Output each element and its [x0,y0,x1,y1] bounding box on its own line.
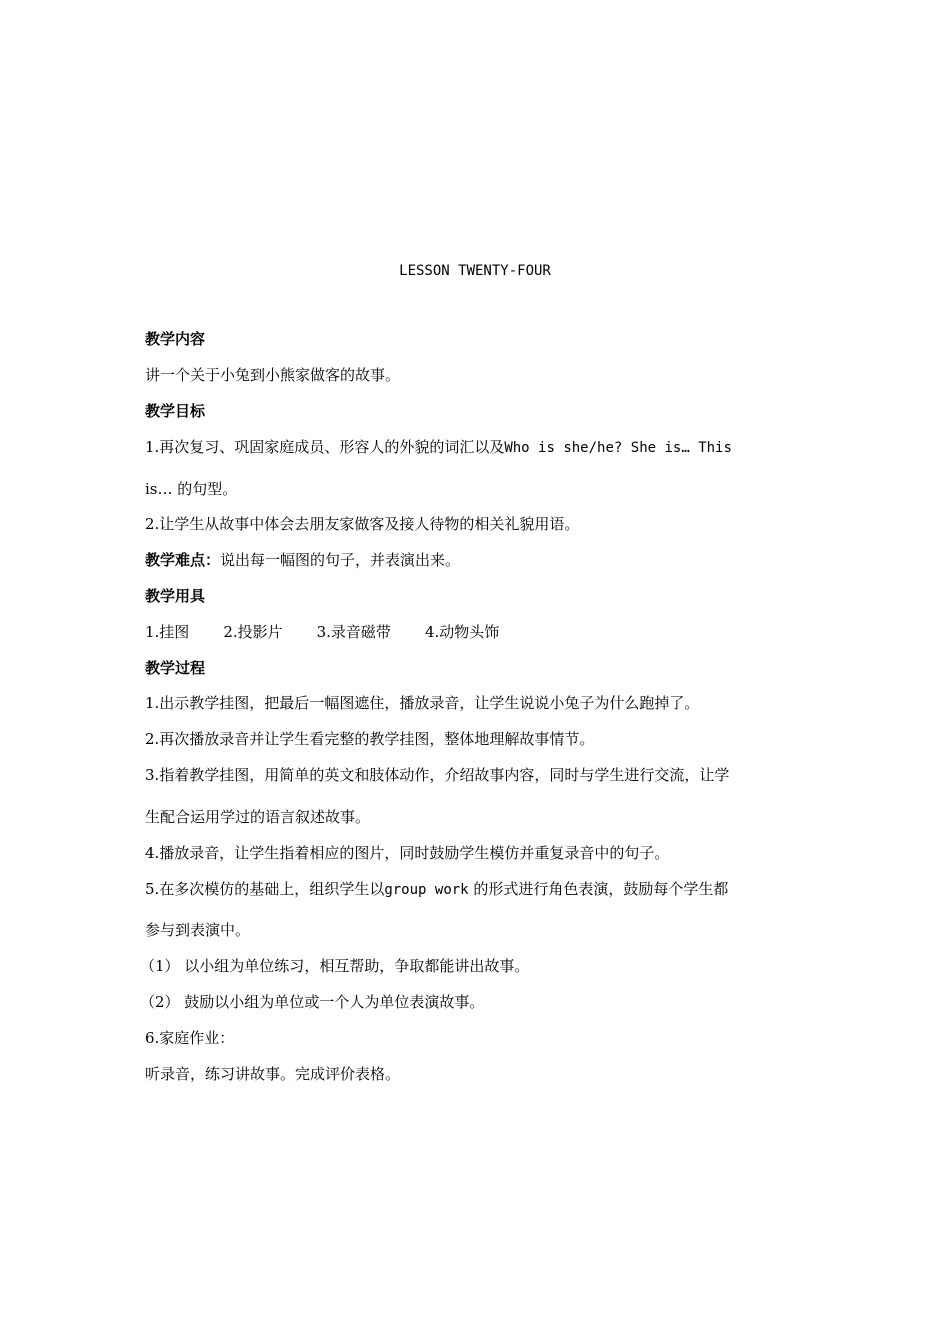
process-sub-item-2: （2） 鼓励以小组为单位或一个人为单位表演故事。 [140,993,485,1011]
heading-teaching-content: 教学内容 [145,330,206,348]
tool-item: 2.投影片 [223,623,283,641]
heading-teaching-process: 教学过程 [145,659,206,677]
lesson-title: LESSON TWENTY-FOUR [399,263,551,279]
teaching-difficulty [145,549,810,571]
goal-item-2: 2.让学生从故事中体会去朋友家做客及接人待物的相关礼貌用语。 [145,515,580,533]
heading-teaching-tools: 教学用具 [145,587,206,605]
process-step-5-continued: 参与到表演中。 [145,921,251,939]
goal-item-1-continued: is… 的句型。 [145,480,238,498]
difficulty-label: 教学难点： [145,551,221,569]
process-sub-item-1: （1） 以小组为单位练习，相互帮助，争取都能讲出故事。 [140,957,530,975]
goal-item-1-text: 1.再次复习、巩固家庭成员、形容人的外貌的词汇以及 [145,438,505,456]
process-step-5 [145,878,810,901]
tool-item: 3.录音磁带 [316,623,391,641]
process-step-6: 6.家庭作业： [145,1029,235,1047]
process-step-5-text: 5.在多次模仿的基础上，组织学生以 [145,880,385,898]
process-step-5-text-end: 的形式进行角色表演，鼓励每个学生都 [473,880,729,898]
process-step-5-group-work: group work [384,882,469,898]
process-step-1: 1.出示教学挂图，把最后一幅图遮住，播放录音，让学生说说小兔子为什么跑掉了。 [145,694,700,712]
heading-teaching-goals: 教学目标 [145,402,206,420]
tool-item: 4.动物头饰 [424,623,500,641]
process-step-4: 4.播放录音，让学生指着相应的图片，同时鼓励学生模仿并重复录音中的句子。 [145,844,670,862]
homework-text: 听录音，练习讲故事。完成评价表格。 [145,1065,401,1083]
tool-item: 1.挂图 [145,623,190,641]
teaching-tools-list [145,621,810,643]
goal-item-1-sentence-pattern: Who is she/he? She is… This [504,440,732,456]
process-step-3: 3.指着教学挂图，用简单的英文和肢体动作，介绍故事内容，同时与学生进行交流，让学 [145,766,730,784]
difficulty-text: 说出每一幅图的句子，并表演出来。 [220,551,461,569]
teaching-content-text: 讲一个关于小兔到小熊家做客的故事。 [145,366,401,384]
process-step-3-continued: 生配合运用学过的语言叙述故事。 [145,808,371,826]
process-step-2: 2.再次播放录音并让学生看完整的教学挂图，整体地理解故事情节。 [145,730,595,748]
goal-item-1 [145,436,810,459]
